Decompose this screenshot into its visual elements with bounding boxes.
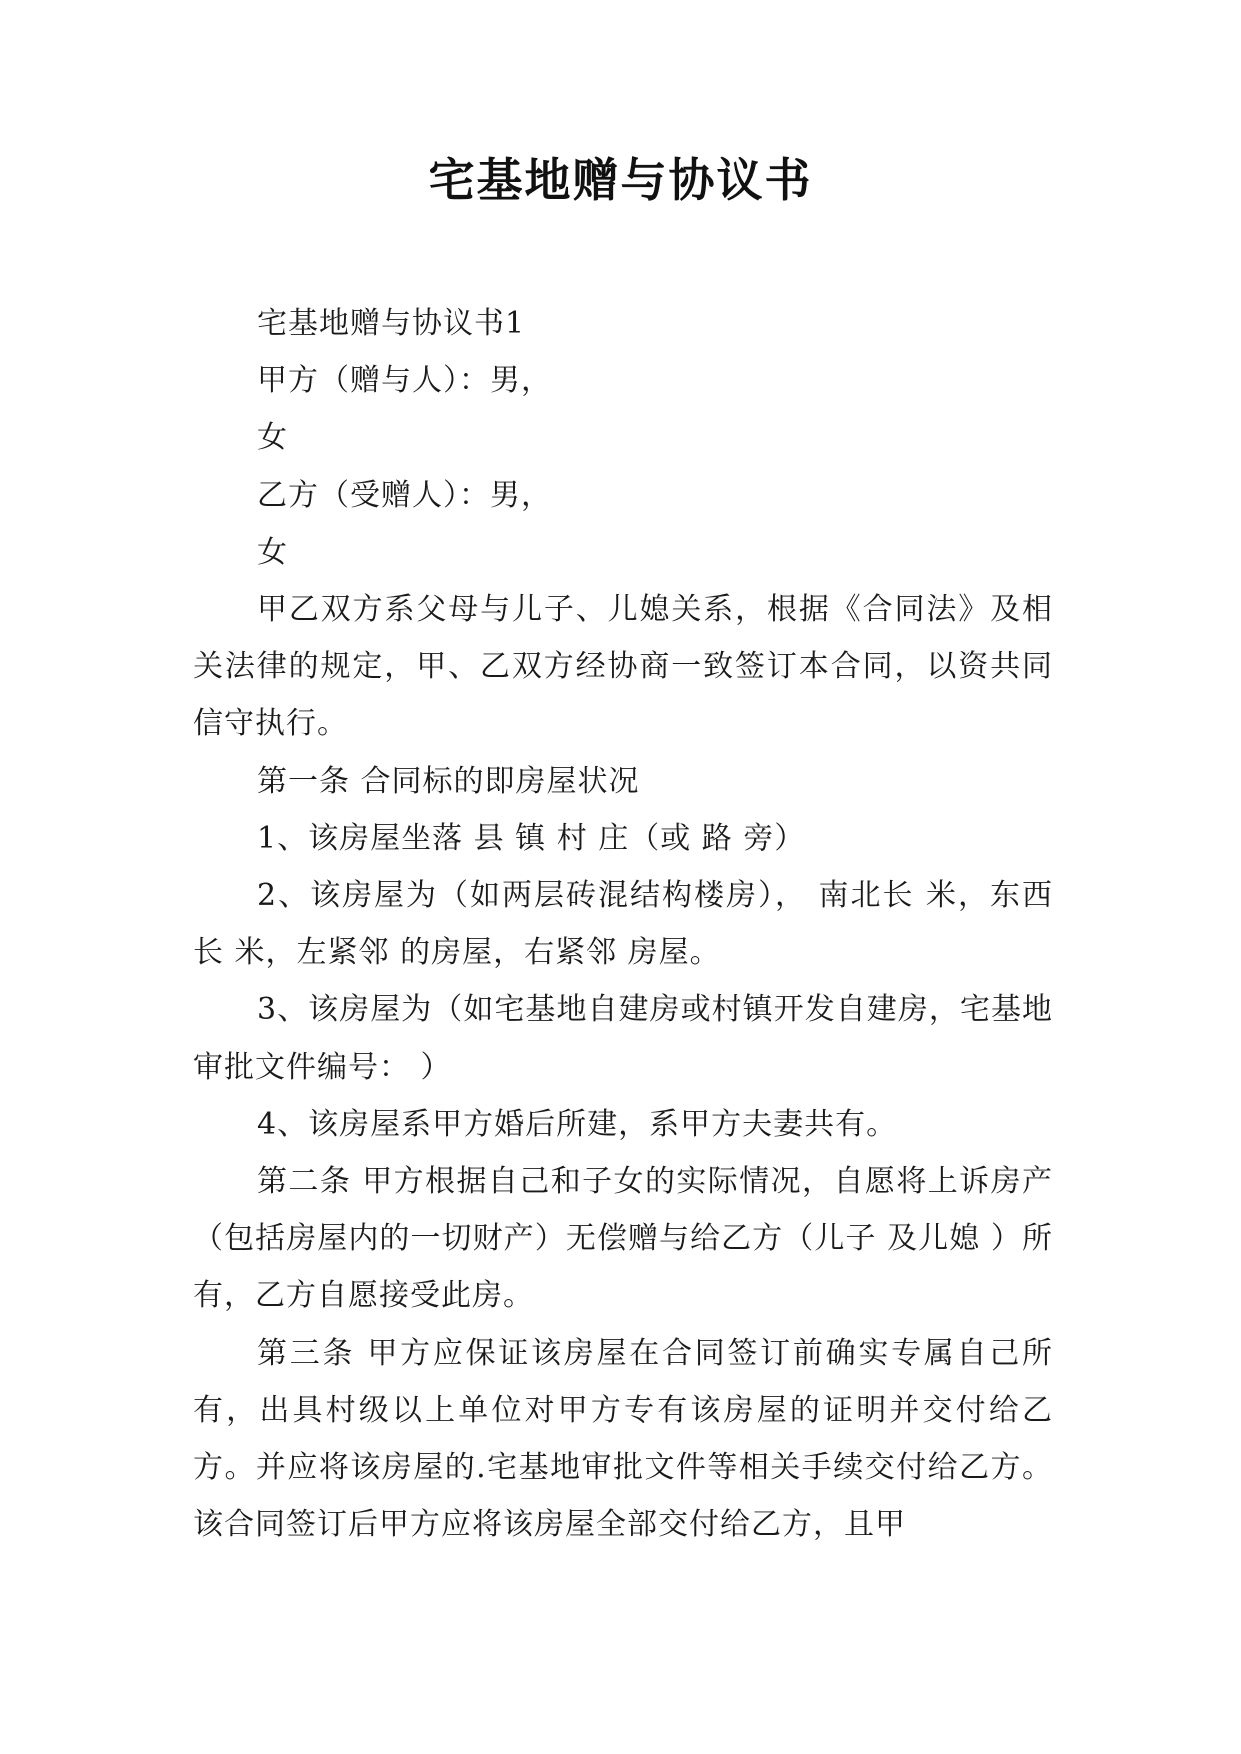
paragraph-article-3: 第三条 甲方应保证该房屋在合同签订前确实专属自己所有，出具村级以上单位对甲方专有该房屋的证明并交付给乙方。并应将该房屋的.宅基地审批文件等相关手续交付给乙方。该合同签订后甲方应将该房屋全部交付给乙方，且甲 xyxy=(193,1335,1053,1543)
paragraph-item-2: 2、该房屋为（如两层砖混结构楼房）， 南北长 米，东西长 米，左紧邻 的房屋，右紧邻 房屋。 xyxy=(193,878,1053,971)
paragraph-item-1: 1、该房屋坐落 县 镇 村 庄（或 路 旁） xyxy=(257,820,806,856)
paragraph-article-2: 第二条 甲方根据自己和子女的实际情况，自愿将上诉房产（包括房屋内的一切财产）无偿赠与给乙方（儿子 及儿媳 ）所有，乙方自愿接受此房。 xyxy=(193,1164,1053,1314)
paragraph-item-4: 4、该房屋系甲方婚后所建，系甲方夫妻共有。 xyxy=(257,1106,898,1142)
paragraph-preamble: 甲乙双方系父母与儿子、儿媳关系，根据《合同法》及相关法律的规定，甲、乙双方经协商一致签订本合同，以资共同信守执行。 xyxy=(193,592,1053,742)
document-body xyxy=(193,295,1053,1553)
paragraph-party-a-female: 女 xyxy=(257,420,288,456)
paragraph-party-b: 乙方（受赠人）：男， xyxy=(257,477,552,513)
paragraph-heading: 宅基地赠与协议书1 xyxy=(257,306,526,341)
paragraph-item-3: 3、该房屋为（如宅基地自建房或村镇开发自建房，宅基地审批文件编号： ） xyxy=(193,992,1053,1085)
paragraph-party-b-female: 女 xyxy=(257,534,288,570)
paragraph-party-a: 甲方（赠与人）：男， xyxy=(257,363,552,399)
document-title: 宅基地赠与协议书 xyxy=(428,153,813,207)
paragraph-article-1: 第一条 合同标的即房屋状况 xyxy=(257,763,640,799)
